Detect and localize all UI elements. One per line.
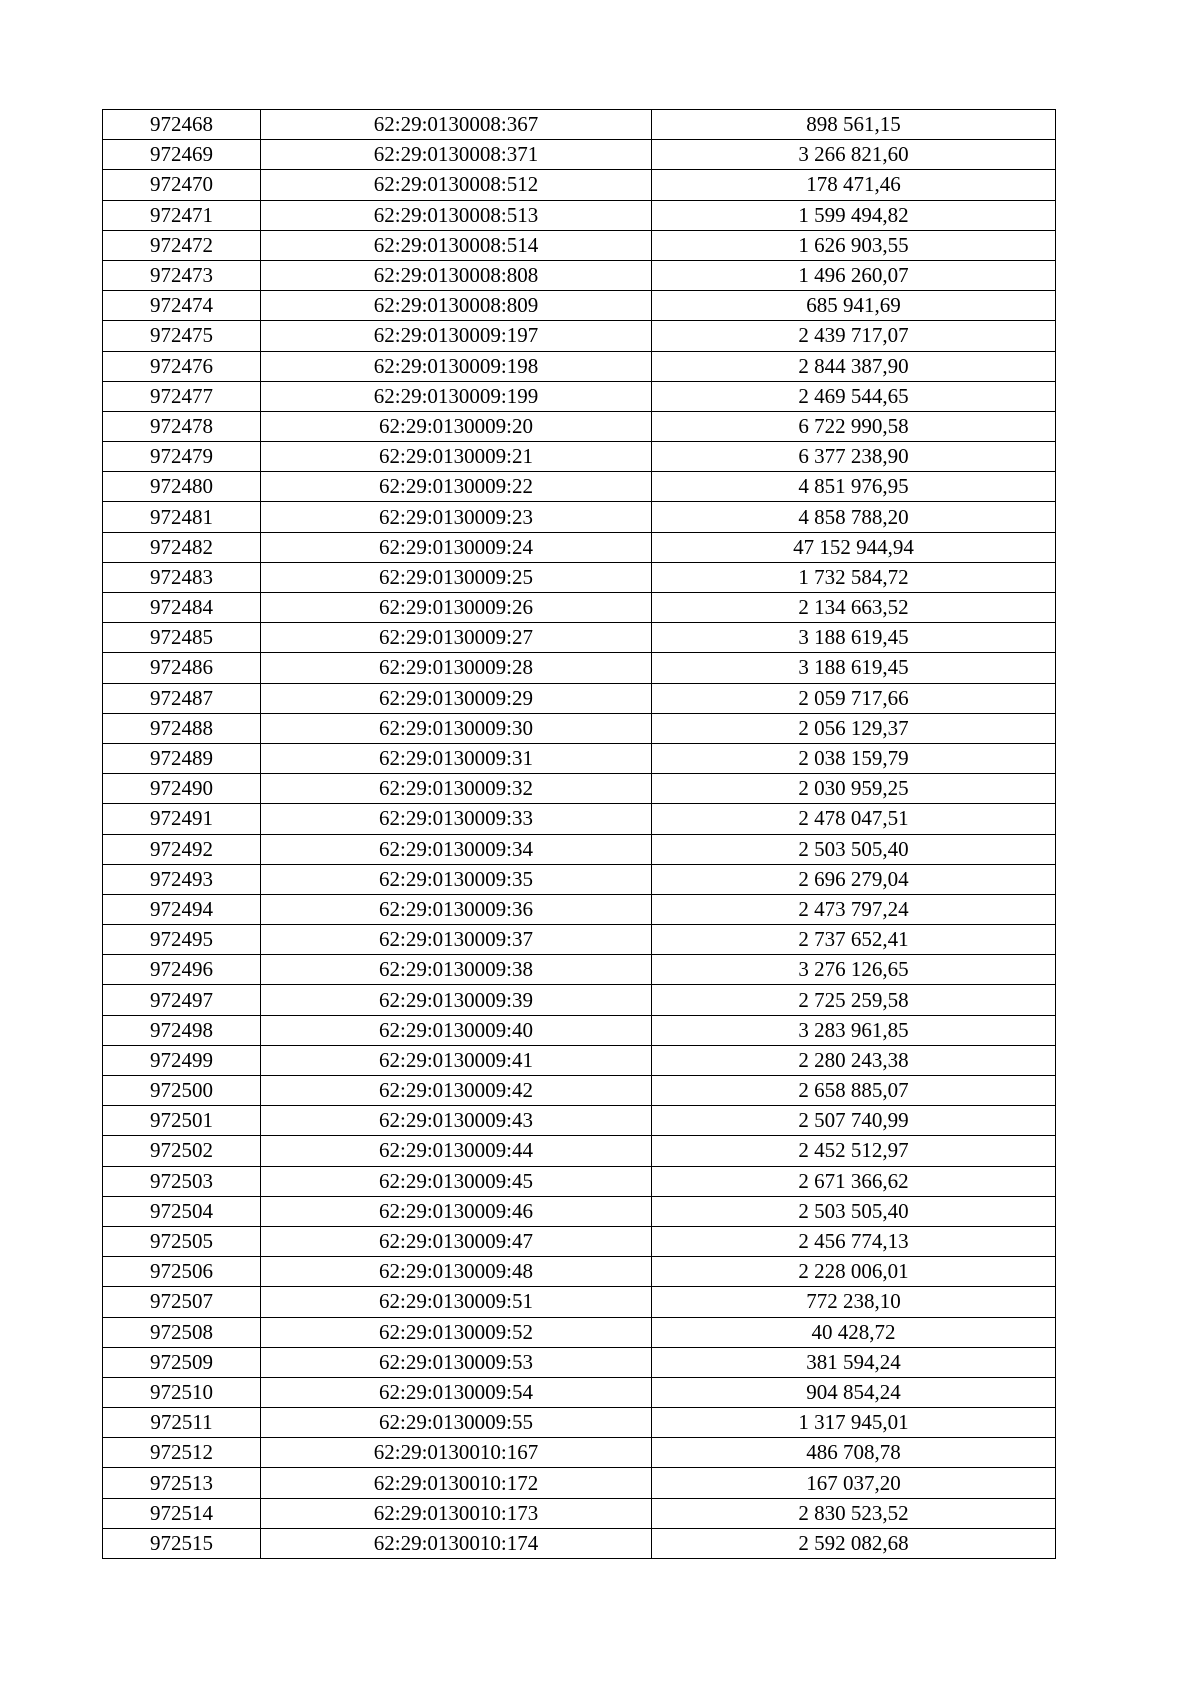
cadastral-number-cell: 62:29:0130009:28 — [261, 653, 652, 683]
cadastral-value-cell: 2 056 129,37 — [652, 713, 1056, 743]
row-number-cell: 972475 — [103, 321, 261, 351]
row-number-cell: 972515 — [103, 1528, 261, 1558]
cadastral-value-cell: 2 725 259,58 — [652, 985, 1056, 1015]
row-number-cell: 972514 — [103, 1498, 261, 1528]
row-number-cell: 972501 — [103, 1106, 261, 1136]
cadastral-number-cell: 62:29:0130008:512 — [261, 170, 652, 200]
cadastral-number-cell: 62:29:0130009:35 — [261, 864, 652, 894]
cadastral-number-cell: 62:29:0130009:24 — [261, 532, 652, 562]
table-row — [103, 1226, 1056, 1256]
row-number-cell: 972470 — [103, 170, 261, 200]
cadastral-value-cell: 47 152 944,94 — [652, 532, 1056, 562]
cadastral-value-cell: 3 283 961,85 — [652, 1015, 1056, 1045]
cadastral-value-cell: 2 696 279,04 — [652, 864, 1056, 894]
table-body — [103, 110, 1056, 1559]
row-number-cell: 972489 — [103, 743, 261, 773]
table-row — [103, 1287, 1056, 1317]
cadastral-number-cell: 62:29:0130009:48 — [261, 1257, 652, 1287]
cadastral-value-cell: 2 507 740,99 — [652, 1106, 1056, 1136]
table-row — [103, 1528, 1056, 1558]
cadastral-value-cell: 1 599 494,82 — [652, 200, 1056, 230]
table-row — [103, 1045, 1056, 1075]
cadastral-value-cell: 2 456 774,13 — [652, 1226, 1056, 1256]
table-row — [103, 1498, 1056, 1528]
table-row — [103, 1015, 1056, 1045]
cadastral-number-cell: 62:29:0130009:46 — [261, 1196, 652, 1226]
table-row — [103, 683, 1056, 713]
row-number-cell: 972490 — [103, 774, 261, 804]
table-row — [103, 1106, 1056, 1136]
row-number-cell: 972506 — [103, 1257, 261, 1287]
cadastral-value-cell: 1 732 584,72 — [652, 562, 1056, 592]
cadastral-number-cell: 62:29:0130009:36 — [261, 894, 652, 924]
cadastral-number-cell: 62:29:0130009:51 — [261, 1287, 652, 1317]
cadastral-value-cell: 2 844 387,90 — [652, 351, 1056, 381]
cadastral-value-cell: 2 592 082,68 — [652, 1528, 1056, 1558]
cadastral-value-cell: 4 858 788,20 — [652, 502, 1056, 532]
row-number-cell: 972487 — [103, 683, 261, 713]
cadastral-number-cell: 62:29:0130008:514 — [261, 230, 652, 260]
table-row — [103, 381, 1056, 411]
cadastral-number-cell: 62:29:0130009:45 — [261, 1166, 652, 1196]
row-number-cell: 972498 — [103, 1015, 261, 1045]
table-row — [103, 955, 1056, 985]
cadastral-value-cell: 6 377 238,90 — [652, 442, 1056, 472]
cadastral-value-cell: 3 188 619,45 — [652, 653, 1056, 683]
cadastral-number-cell: 62:29:0130009:22 — [261, 472, 652, 502]
table-row — [103, 743, 1056, 773]
table-row — [103, 472, 1056, 502]
table-row — [103, 532, 1056, 562]
cadastral-value-cell: 4 851 976,95 — [652, 472, 1056, 502]
cadastral-value-cell: 2 059 717,66 — [652, 683, 1056, 713]
table-row — [103, 260, 1056, 290]
row-number-cell: 972493 — [103, 864, 261, 894]
cadastral-number-cell: 62:29:0130009:33 — [261, 804, 652, 834]
row-number-cell: 972502 — [103, 1136, 261, 1166]
cadastral-value-cell: 1 626 903,55 — [652, 230, 1056, 260]
table-row — [103, 804, 1056, 834]
cadastral-number-cell: 62:29:0130010:174 — [261, 1528, 652, 1558]
table-row — [103, 1076, 1056, 1106]
table-row — [103, 1317, 1056, 1347]
cadastral-number-cell: 62:29:0130009:30 — [261, 713, 652, 743]
cadastral-number-cell: 62:29:0130009:27 — [261, 623, 652, 653]
cadastral-number-cell: 62:29:0130009:21 — [261, 442, 652, 472]
table-row — [103, 1196, 1056, 1226]
row-number-cell: 972496 — [103, 955, 261, 985]
row-number-cell: 972484 — [103, 593, 261, 623]
cadastral-value-cell: 2 658 885,07 — [652, 1076, 1056, 1106]
row-number-cell: 972508 — [103, 1317, 261, 1347]
row-number-cell: 972497 — [103, 985, 261, 1015]
cadastral-number-cell: 62:29:0130008:513 — [261, 200, 652, 230]
row-number-cell: 972513 — [103, 1468, 261, 1498]
row-number-cell: 972503 — [103, 1166, 261, 1196]
cadastral-value-cell: 2 134 663,52 — [652, 593, 1056, 623]
row-number-cell: 972507 — [103, 1287, 261, 1317]
row-number-cell: 972491 — [103, 804, 261, 834]
row-number-cell: 972509 — [103, 1347, 261, 1377]
row-number-cell: 972512 — [103, 1438, 261, 1468]
cadastral-number-cell: 62:29:0130009:32 — [261, 774, 652, 804]
table-row — [103, 864, 1056, 894]
cadastral-number-cell: 62:29:0130008:371 — [261, 140, 652, 170]
cadastral-value-cell: 898 561,15 — [652, 110, 1056, 140]
cadastral-number-cell: 62:29:0130009:31 — [261, 743, 652, 773]
table-row — [103, 1377, 1056, 1407]
table-row — [103, 442, 1056, 472]
cadastral-number-cell: 62:29:0130009:20 — [261, 411, 652, 441]
row-number-cell: 972476 — [103, 351, 261, 381]
cadastral-value-cell: 2 228 006,01 — [652, 1257, 1056, 1287]
cadastral-value-cell: 2 503 505,40 — [652, 1196, 1056, 1226]
cadastral-value-cell: 2 030 959,25 — [652, 774, 1056, 804]
row-number-cell: 972481 — [103, 502, 261, 532]
table-row — [103, 1408, 1056, 1438]
cadastral-number-cell: 62:29:0130009:29 — [261, 683, 652, 713]
table-row — [103, 200, 1056, 230]
cadastral-number-cell: 62:29:0130009:23 — [261, 502, 652, 532]
cadastral-number-cell: 62:29:0130009:37 — [261, 925, 652, 955]
cadastral-value-cell: 2 473 797,24 — [652, 894, 1056, 924]
table-row — [103, 774, 1056, 804]
cadastral-number-cell: 62:29:0130010:167 — [261, 1438, 652, 1468]
row-number-cell: 972482 — [103, 532, 261, 562]
row-number-cell: 972483 — [103, 562, 261, 592]
row-number-cell: 972505 — [103, 1226, 261, 1256]
cadastral-number-cell: 62:29:0130009:197 — [261, 321, 652, 351]
table-row — [103, 653, 1056, 683]
table-row — [103, 1347, 1056, 1377]
table-row — [103, 351, 1056, 381]
table-row — [103, 925, 1056, 955]
cadastral-value-cell: 2 280 243,38 — [652, 1045, 1056, 1075]
row-number-cell: 972480 — [103, 472, 261, 502]
row-number-cell: 972478 — [103, 411, 261, 441]
table-row — [103, 110, 1056, 140]
cadastral-value-cell: 2 671 366,62 — [652, 1166, 1056, 1196]
cadastre-value-table — [102, 109, 1056, 1559]
table-row — [103, 140, 1056, 170]
cadastral-value-cell: 6 722 990,58 — [652, 411, 1056, 441]
cadastral-number-cell: 62:29:0130009:199 — [261, 381, 652, 411]
cadastral-value-cell: 167 037,20 — [652, 1468, 1056, 1498]
cadastral-value-cell: 178 471,46 — [652, 170, 1056, 200]
table-row — [103, 985, 1056, 1015]
table-row — [103, 170, 1056, 200]
row-number-cell: 972479 — [103, 442, 261, 472]
cadastral-value-cell: 2 469 544,65 — [652, 381, 1056, 411]
cadastral-value-cell: 2 830 523,52 — [652, 1498, 1056, 1528]
cadastral-value-cell: 904 854,24 — [652, 1377, 1056, 1407]
cadastral-value-cell: 3 266 821,60 — [652, 140, 1056, 170]
cadastral-value-cell: 2 478 047,51 — [652, 804, 1056, 834]
cadastral-value-cell: 772 238,10 — [652, 1287, 1056, 1317]
table-row — [103, 291, 1056, 321]
cadastral-number-cell: 62:29:0130009:25 — [261, 562, 652, 592]
table-row — [103, 894, 1056, 924]
cadastral-number-cell: 62:29:0130009:40 — [261, 1015, 652, 1045]
table-row — [103, 411, 1056, 441]
cadastral-number-cell: 62:29:0130009:26 — [261, 593, 652, 623]
table-row — [103, 713, 1056, 743]
table-row — [103, 1468, 1056, 1498]
cadastral-value-cell: 3 276 126,65 — [652, 955, 1056, 985]
cadastral-number-cell: 62:29:0130008:367 — [261, 110, 652, 140]
cadastral-value-cell: 685 941,69 — [652, 291, 1056, 321]
table-row — [103, 230, 1056, 260]
table-row — [103, 1257, 1056, 1287]
row-number-cell: 972504 — [103, 1196, 261, 1226]
cadastral-number-cell: 62:29:0130009:198 — [261, 351, 652, 381]
cadastral-number-cell: 62:29:0130009:47 — [261, 1226, 652, 1256]
cadastral-number-cell: 62:29:0130009:44 — [261, 1136, 652, 1166]
cadastral-number-cell: 62:29:0130009:39 — [261, 985, 652, 1015]
cadastral-value-cell: 2 038 159,79 — [652, 743, 1056, 773]
row-number-cell: 972486 — [103, 653, 261, 683]
table-row — [103, 593, 1056, 623]
table-row — [103, 502, 1056, 532]
table-row — [103, 1136, 1056, 1166]
cadastral-value-cell: 2 452 512,97 — [652, 1136, 1056, 1166]
row-number-cell: 972510 — [103, 1377, 261, 1407]
table-row — [103, 623, 1056, 653]
cadastral-value-cell: 2 503 505,40 — [652, 834, 1056, 864]
cadastral-number-cell: 62:29:0130009:34 — [261, 834, 652, 864]
cadastral-value-cell: 486 708,78 — [652, 1438, 1056, 1468]
row-number-cell: 972494 — [103, 894, 261, 924]
row-number-cell: 972472 — [103, 230, 261, 260]
row-number-cell: 972511 — [103, 1408, 261, 1438]
row-number-cell: 972473 — [103, 260, 261, 290]
cadastral-value-cell: 3 188 619,45 — [652, 623, 1056, 653]
row-number-cell: 972492 — [103, 834, 261, 864]
cadastral-number-cell: 62:29:0130009:41 — [261, 1045, 652, 1075]
row-number-cell: 972500 — [103, 1076, 261, 1106]
cadastral-number-cell: 62:29:0130008:809 — [261, 291, 652, 321]
table-row — [103, 1166, 1056, 1196]
cadastral-number-cell: 62:29:0130009:38 — [261, 955, 652, 985]
cadastral-number-cell: 62:29:0130009:52 — [261, 1317, 652, 1347]
row-number-cell: 972495 — [103, 925, 261, 955]
cadastral-value-cell: 1 317 945,01 — [652, 1408, 1056, 1438]
cadastral-value-cell: 40 428,72 — [652, 1317, 1056, 1347]
row-number-cell: 972471 — [103, 200, 261, 230]
cadastral-number-cell: 62:29:0130010:172 — [261, 1468, 652, 1498]
row-number-cell: 972469 — [103, 140, 261, 170]
table-row — [103, 1438, 1056, 1468]
cadastral-number-cell: 62:29:0130009:55 — [261, 1408, 652, 1438]
cadastral-number-cell: 62:29:0130008:808 — [261, 260, 652, 290]
cadastral-value-cell: 381 594,24 — [652, 1347, 1056, 1377]
row-number-cell: 972485 — [103, 623, 261, 653]
cadastral-number-cell: 62:29:0130009:43 — [261, 1106, 652, 1136]
row-number-cell: 972488 — [103, 713, 261, 743]
table-row — [103, 834, 1056, 864]
table-row — [103, 321, 1056, 351]
cadastral-value-cell: 2 737 652,41 — [652, 925, 1056, 955]
cadastral-number-cell: 62:29:0130009:42 — [261, 1076, 652, 1106]
cadastral-number-cell: 62:29:0130010:173 — [261, 1498, 652, 1528]
table-row — [103, 562, 1056, 592]
row-number-cell: 972474 — [103, 291, 261, 321]
cadastral-number-cell: 62:29:0130009:53 — [261, 1347, 652, 1377]
row-number-cell: 972499 — [103, 1045, 261, 1075]
cadastral-value-cell: 1 496 260,07 — [652, 260, 1056, 290]
cadastral-number-cell: 62:29:0130009:54 — [261, 1377, 652, 1407]
row-number-cell: 972477 — [103, 381, 261, 411]
cadastral-value-cell: 2 439 717,07 — [652, 321, 1056, 351]
row-number-cell: 972468 — [103, 110, 261, 140]
